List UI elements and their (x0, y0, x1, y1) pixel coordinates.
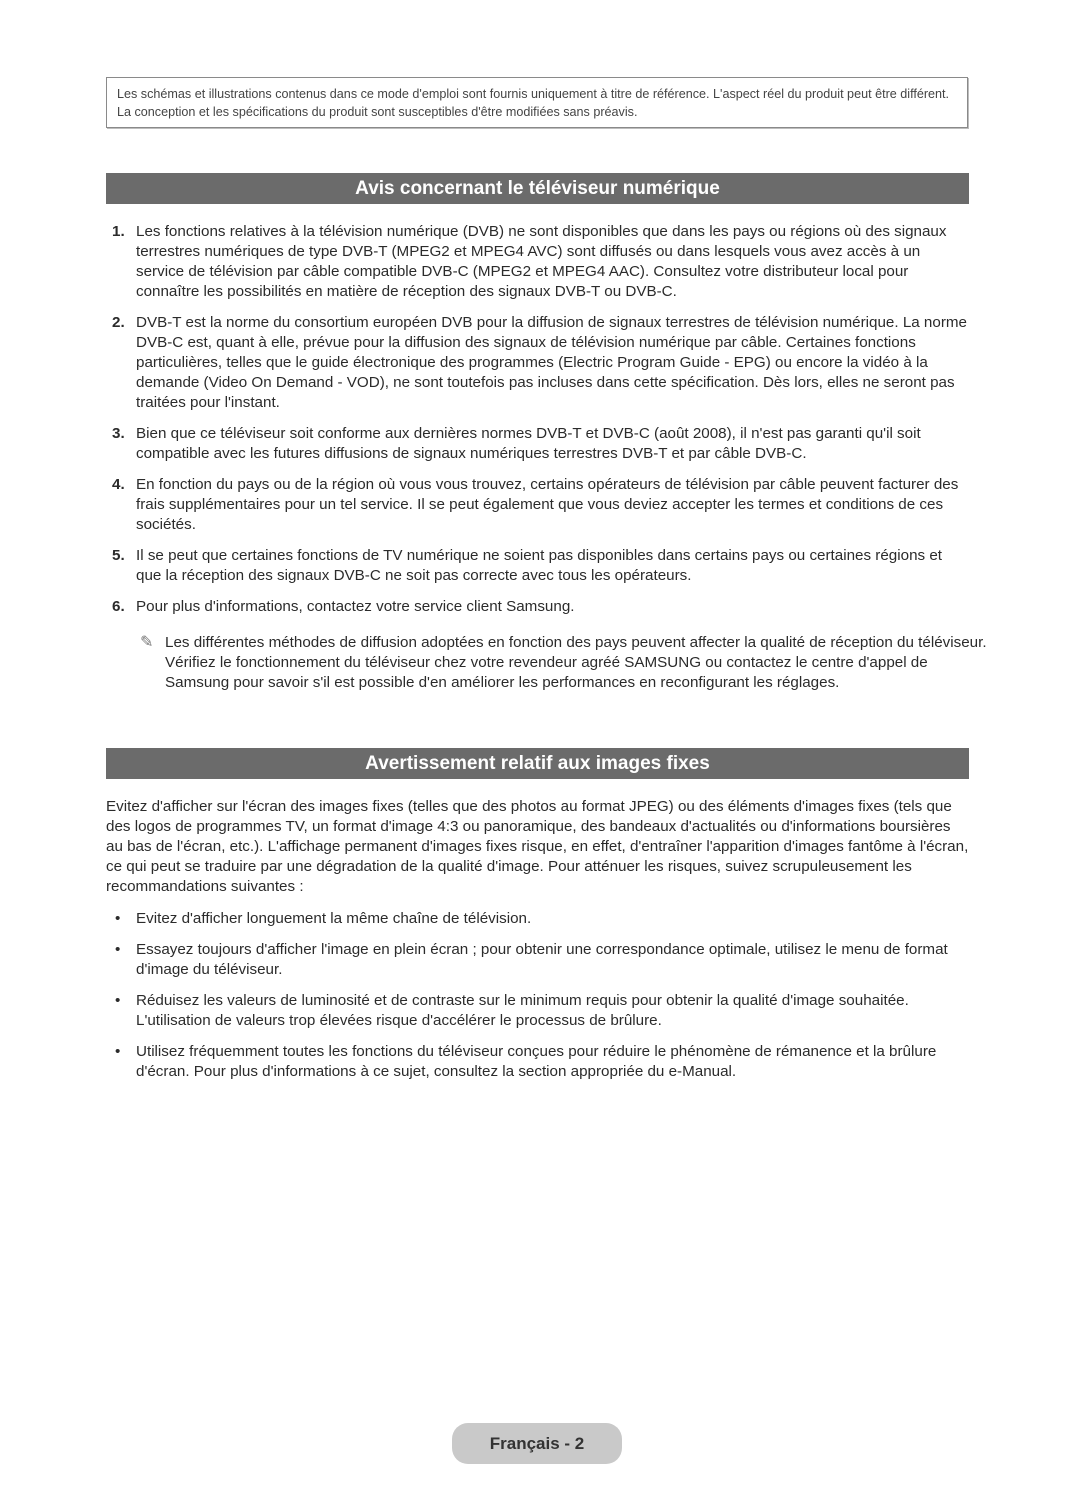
item-text: Pour plus d'informations, contactez votre service client Samsung. (136, 598, 575, 615)
note (136, 633, 995, 693)
item-number: 4. (112, 476, 125, 493)
list-item (106, 909, 969, 929)
bullet-icon: • (115, 941, 121, 958)
list-item (106, 991, 969, 1031)
bullet-icon: • (115, 992, 121, 1009)
item-number: 2. (112, 314, 125, 331)
item-text: DVB-T est la norme du consortium européen DVB pour la diffusion de signaux terrestres de télévision numérique. La norme DVB-C est, quant à elle, prévue pour la diffusion des signaux de télévision numérique par câble. Certaines fonctions particulières, telles que le guide électronique des programmes (Electric Program Guide - EPG) ou encore la vidéo à la demande (Video On Demand - VOD), ne sont toutefois pas incluses dans cette spécification. Dès lors, elles ne seront pas traitées pour l'instant. (136, 314, 967, 411)
item-number: 5. (112, 547, 125, 564)
page-number-badge: Français - 2 (452, 1423, 622, 1464)
item-number: 6. (112, 598, 125, 615)
section-title-still-images: Avertissement relatif aux images fixes (106, 748, 969, 779)
list-item (106, 313, 969, 413)
list-item (106, 222, 969, 302)
item-text: Utilisez fréquemment toutes les fonctions du téléviseur conçues pour réduire le phénomène de rémanence et la brûlure d'écran. Pour plus d'informations à ce sujet, consultez la section appropriée du e-Manual. (136, 1043, 937, 1080)
list-item (106, 475, 969, 535)
note-text: Les différentes méthodes de diffusion adoptées en fonction des pays peuvent affecter la qualité de réception du téléviseur. Vérifiez le fonctionnement du téléviseur chez votre revendeur agréé SAMSUNG ou contactez le centre d'appel de Samsung pour savoir s'il est possible d'en améliorer les performances en reconfigurant les réglages. (165, 634, 987, 691)
item-text: Il se peut que certaines fonctions de TV numérique ne soient pas disponibles dans certains pays ou certaines régions et que la réception des signaux DVB-C ne soit pas correcte avec tous les opérateurs. (136, 547, 942, 584)
item-number: 3. (112, 425, 125, 442)
item-text: Réduisez les valeurs de luminosité et de contraste sur le minimum requis pour obtenir la qualité d'image souhaitée. L'utilisation de valeurs trop élevées risque d'accélérer le processus de brûlure. (136, 992, 909, 1029)
item-text: Les fonctions relatives à la télévision numérique (DVB) ne sont disponibles que dans les pays ou régions où des signaux terrestres numériques de type DVB-T (MPEG2 et MPEG4 AVC) sont diffusés ou dans lesquels vous avez accès à un service de télévision par câble compatible DVB-C (MPEG2 et MPEG4 AAC). Consultez votre distributeur local pour connaître les possibilités en matière de réception des signaux DVB-T ou DVB-C. (136, 223, 947, 300)
list-item (106, 546, 969, 586)
item-text: Essayez toujours d'afficher l'image en plein écran ; pour obtenir une correspondance optimale, utilisez le menu de format d'image du téléviseur. (136, 941, 948, 978)
pencil-note-icon: ✎ (140, 634, 154, 651)
list-item (106, 597, 969, 617)
intro-paragraph: Evitez d'afficher sur l'écran des images fixes (telles que des photos au format JPEG) ou des éléments d'images fixes (tels que des logos de programmes TV, un format d'image 4:3 ou panoramique, des bandeaux d'actualités ou d'informations boursières au bas de l'écran, etc.). L'affichage permanent d'images fixes risque, en effet, d'entraîner l'apparition d'images fantôme à l'écran, ce qui peut se traduire par une dégradation de la qualité d'image. Pour atténuer les risques, suivez scrupuleusement les recommandations suivantes : (106, 798, 969, 895)
section-title-digital-tv: Avis concernant le téléviseur numérique (106, 173, 969, 204)
item-number: 1. (112, 223, 125, 240)
list-item (106, 424, 969, 464)
item-text: Bien que ce téléviseur soit conforme aux dernières normes DVB-T et DVB-C (août 2008), il n'est pas garanti qu'il soit compatible avec les futures diffusions de signaux numériques terrestres DVB-T et par câble DVB-C. (136, 425, 921, 462)
item-text: En fonction du pays ou de la région où vous vous trouvez, certains opérateurs de télévision par câble peuvent facturer des frais supplémentaires pour un tel service. Il se peut également que vous deviez accepter les termes et conditions de ces sociétés. (136, 476, 959, 533)
disclaimer-box: Les schémas et illustrations contenus dans ce mode d'emploi sont fournis uniquement à titre de référence. L'aspect réel du produit peut être différent. La conception et les spécifications du produit sont susceptibles d'être modifiées sans préavis. (106, 77, 968, 128)
bullet-icon: • (115, 1043, 121, 1060)
list-item (106, 1042, 969, 1082)
item-text: Evitez d'afficher longuement la même chaîne de télévision. (136, 910, 532, 927)
bullet-list (106, 909, 969, 1093)
list-item (106, 940, 969, 980)
numbered-list (106, 222, 969, 628)
bullet-icon: • (115, 910, 121, 927)
